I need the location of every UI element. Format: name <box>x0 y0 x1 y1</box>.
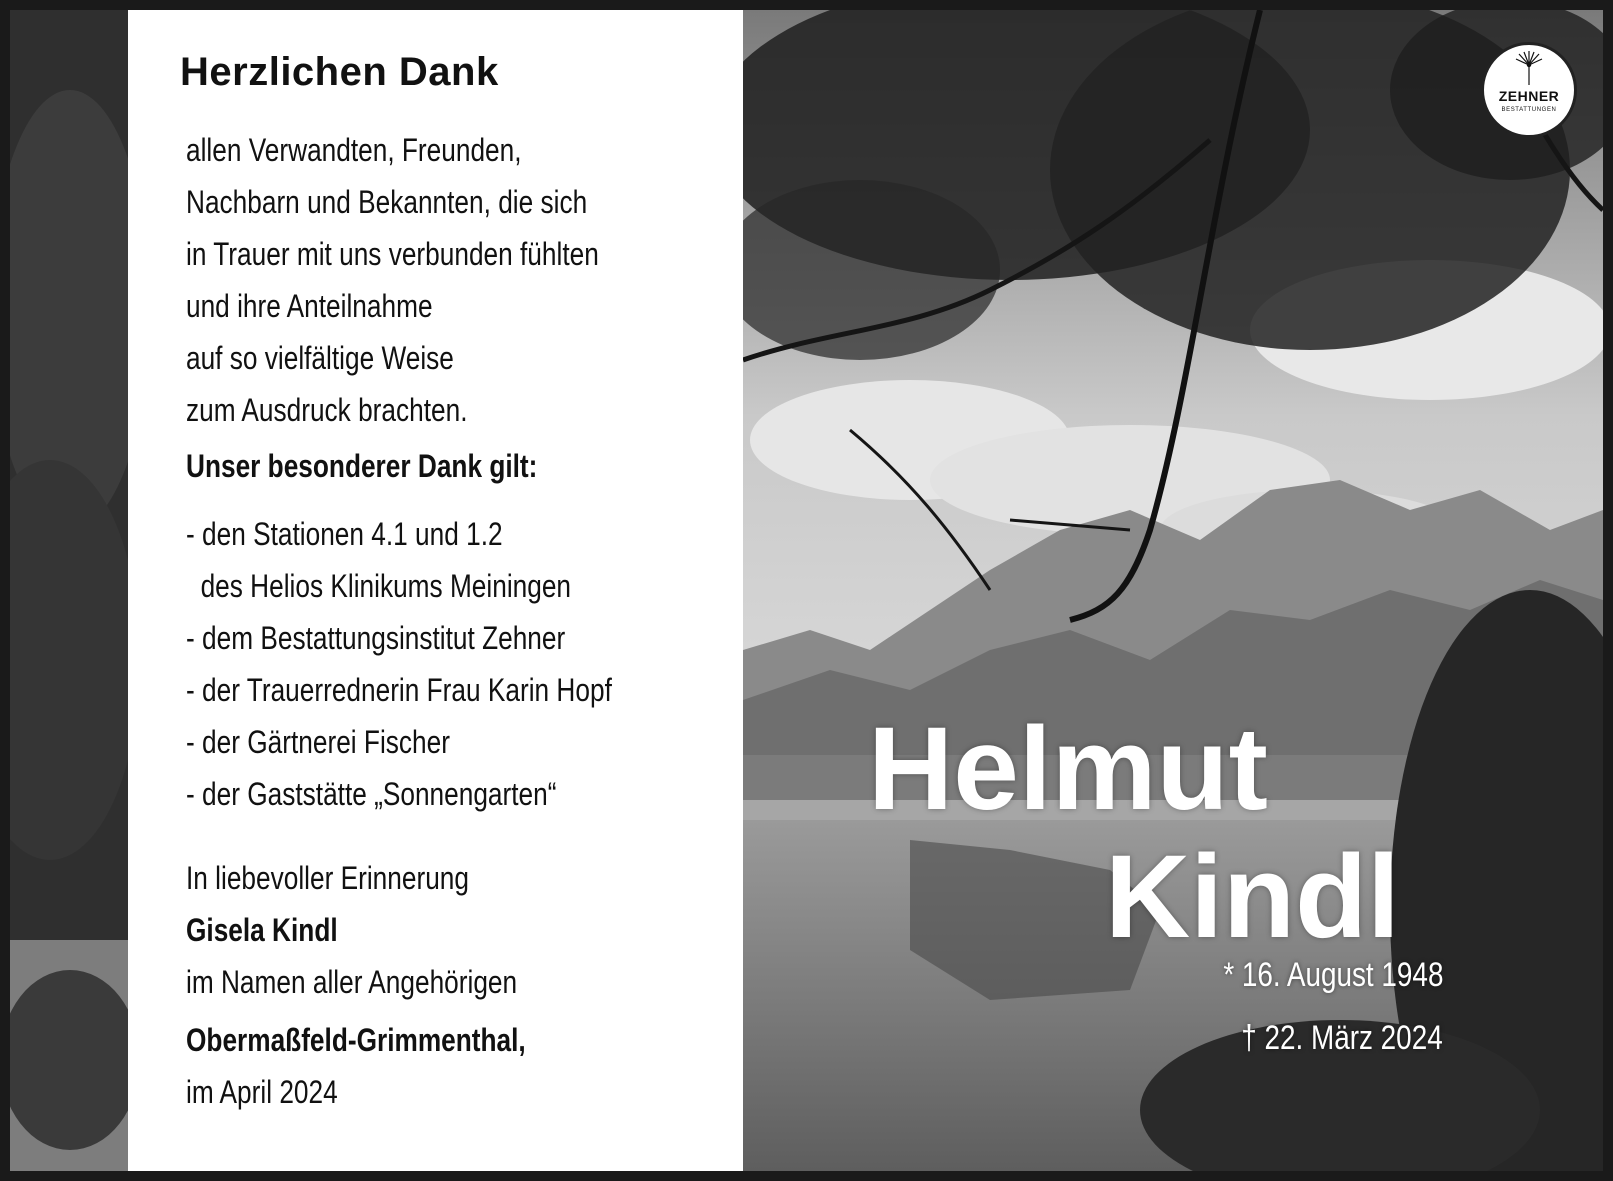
date-line: im April 2024 <box>186 1074 338 1110</box>
place-line: Obermaßfeld-Grimmenthal, <box>186 1022 526 1058</box>
deceased-last-name: Kindl <box>1105 831 1400 963</box>
intro-line: allen Verwandten, Freunden, <box>186 132 522 168</box>
logo-name: ZEHNER <box>1498 88 1560 104</box>
logo-subtitle: BESTATTUNGEN <box>1501 107 1557 113</box>
signatory-name: Gisela Kindl <box>186 912 338 948</box>
thanks-item: - der Gärtnerei Fischer <box>186 724 450 760</box>
thanks-item: des Helios Klinikums Meiningen <box>186 568 572 604</box>
intro-line: auf so vielfältige Weise <box>186 340 454 376</box>
headline: Herzlichen Dank <box>180 50 499 94</box>
thanks-item: - dem Bestattungsinstitut Zehner <box>186 620 566 656</box>
thanks-item: - der Gaststätte „Sonnengarten“ <box>186 776 557 812</box>
remembrance-line: In liebevoller Erinnerung <box>186 860 469 896</box>
thanks-item: - den Stationen 4.1 und 1.2 <box>186 516 503 552</box>
special-thanks-heading: Unser besonderer Dank gilt: <box>186 448 538 484</box>
intro-line: Nachbarn und Bekannten, die sich <box>186 184 588 220</box>
intro-line: und ihre Anteilnahme <box>186 288 433 324</box>
zehner-logo <box>1481 42 1577 138</box>
intro-line: in Trauer mit uns verbunden fühlten <box>186 236 599 272</box>
on-behalf-line: im Namen aller Angehörigen <box>186 964 518 1000</box>
thanks-item: - der Trauerrednerin Frau Karin Hopf <box>186 672 612 708</box>
birth-date: * 16. August 1948 <box>1222 956 1443 994</box>
deceased-first-name: Helmut <box>868 703 1268 835</box>
dandelion-icon <box>1512 51 1546 85</box>
death-date: † 22. März 2024 <box>1241 1019 1443 1057</box>
intro-line: zum Ausdruck brachten. <box>186 392 468 428</box>
